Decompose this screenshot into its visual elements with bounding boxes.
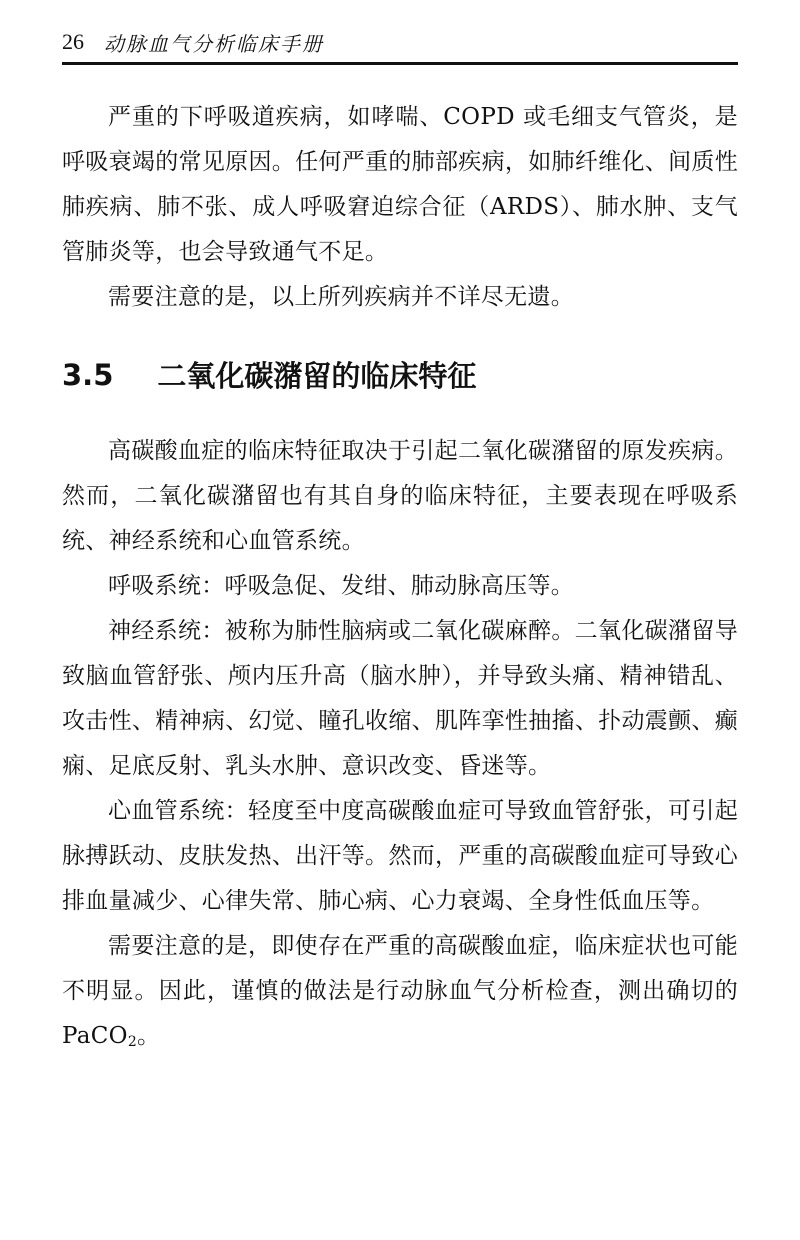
paragraph-text: 需要注意的是，即使存在严重的高碳酸血症，临床症状也可能不明显。因此，谨慎的做法是行动脉血气分析检查，测出确切的 PaCO [62, 933, 738, 1049]
page-number: 26 [62, 29, 84, 54]
section-number: 3.5 [62, 357, 114, 392]
running-title: 动脉血气分析临床手册 [104, 31, 324, 56]
section-title: 二氧化碳潴留的临床特征 [157, 359, 477, 393]
page-header [62, 22, 738, 65]
paragraph-end: 。 [137, 1023, 161, 1049]
paragraph: 严重的下呼吸道疾病，如哮喘、COPD 或毛细支气管炎，是呼吸衰竭的常见原因。任何严重的肺部疾病，如肺纤维化、间质性肺疾病、肺不张、成人呼吸窘迫综合征（ARDS）、肺水肿、支气管肺炎等，也会导致通气不足。 [62, 104, 738, 265]
subscript: 2 [127, 1034, 138, 1050]
paragraph-final [62, 924, 738, 1065]
page-content [62, 95, 738, 1065]
paragraph: 心血管系统：轻度至中度高碳酸血症可导致血管舒张，可引起脉搏跃动、皮肤发热、出汗等。然而，严重的高碳酸血症可导致心排血量减少、心律失常、肺心病、心力衰竭、全身性低血压等。 [62, 798, 738, 914]
paragraph: 呼吸系统：呼吸急促、发绀、肺动脉高压等。 [108, 573, 574, 599]
paragraph: 需要注意的是，以上所列疾病并不详尽无遗。 [108, 284, 574, 310]
paragraph: 神经系统：被称为肺性脑病或二氧化碳麻醉。二氧化碳潴留导致脑血管舒张、颅内压升高（脑水肿），并导致头痛、精神错乱、攻击性、精神病、幻觉、瞳孔收缩、肌阵挛性抽搐、扑动震颤、癫痫、足底反射、乳头水肿、意识改变、昏迷等。 [62, 618, 738, 779]
section-heading [62, 354, 738, 395]
paragraph: 高碳酸血症的临床特征取决于引起二氧化碳潴留的原发疾病。然而，二氧化碳潴留也有其自身的临床特征，主要表现在呼吸系统、神经系统和心血管系统。 [62, 438, 738, 554]
